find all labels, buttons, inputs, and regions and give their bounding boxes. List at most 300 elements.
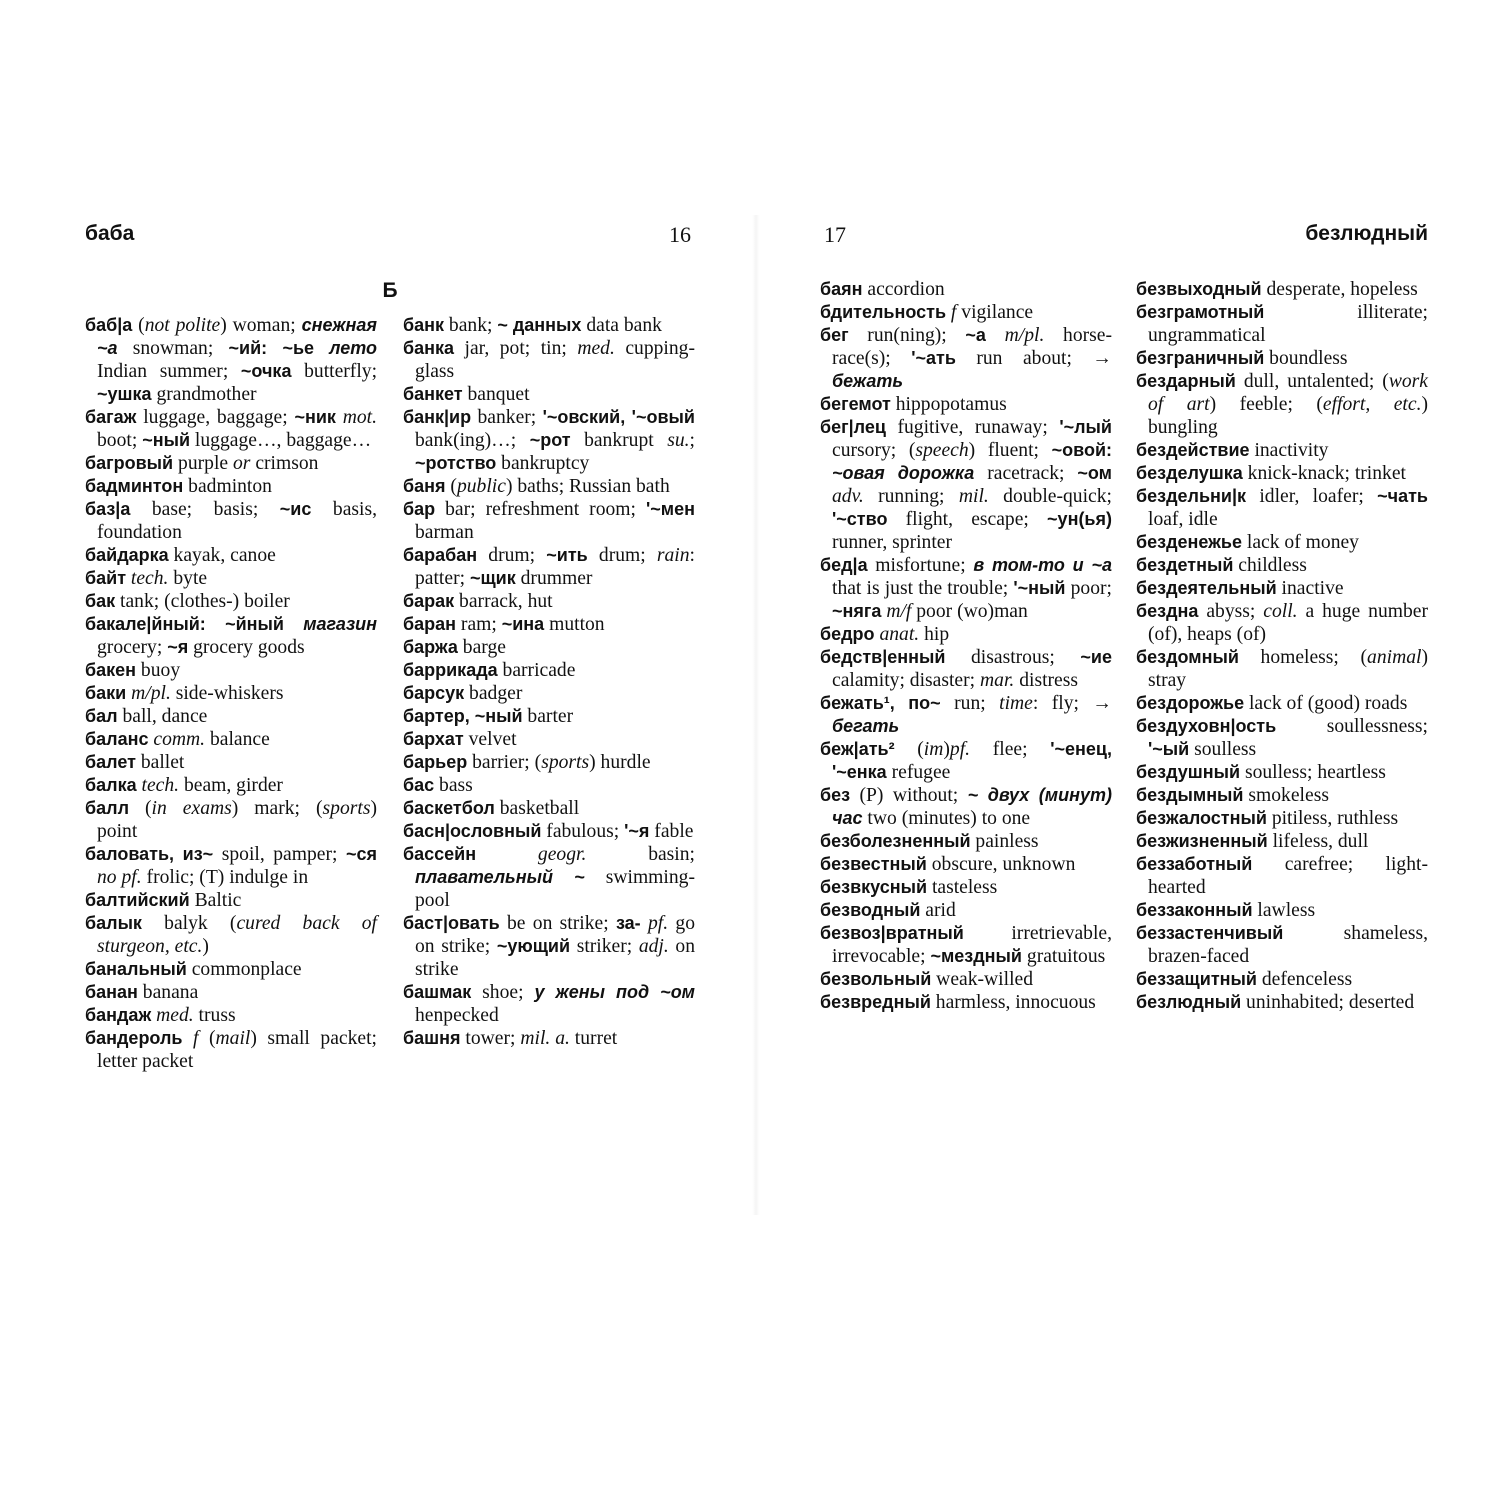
entry-text: tower; [460, 1028, 521, 1049]
dictionary-entry [403, 774, 695, 797]
entry-text: ~ом [1077, 463, 1112, 483]
entry-text: refugee [886, 762, 951, 783]
entry-headword: бакале|йный: ~йный [85, 614, 284, 634]
entry-headword: бежать¹, по~ [820, 693, 941, 713]
entry-text: animal [1367, 647, 1422, 668]
dictionary-entry [1136, 531, 1428, 554]
entry-text: runner, sprinter [832, 532, 953, 553]
entry-headword: бездействие [1136, 440, 1250, 460]
entry-text: irretrievable, irrevocable; [832, 923, 1112, 967]
entry-headword: бас [403, 775, 435, 795]
entry-text: beam, girder [179, 775, 283, 796]
entry-text: ) baths; Russian bath [505, 476, 670, 497]
dictionary-entry [85, 797, 377, 843]
right-page-header [820, 222, 1428, 258]
entry-headword: бедро [820, 624, 875, 644]
entry-text: side-whiskers [170, 683, 284, 704]
entry-headword: баня [403, 476, 446, 496]
entry-headword: бдительность [820, 302, 947, 322]
entry-text: idler, loafer; [1246, 486, 1378, 507]
entry-headword: беззастенчивый [1136, 923, 1284, 943]
entry-text: rain [656, 545, 690, 566]
entry-headword: безвольный [820, 969, 932, 989]
entry-headword: башня [403, 1028, 461, 1048]
entry-text: swimming-pool [415, 867, 695, 911]
entry-text: mail [215, 1028, 251, 1049]
entry-text: ~ротство [415, 453, 497, 473]
entry-headword: бездарный [1136, 371, 1236, 391]
entry-headword: безграничный [1136, 348, 1265, 368]
entry-text: m/pl. [131, 683, 171, 704]
entry-text: gratuitous [1022, 946, 1106, 967]
entry-text: luggage, baggage; [136, 407, 295, 428]
entry-text: accordion [862, 279, 945, 300]
left-page-header [85, 222, 695, 258]
entry-text: that is just the trouble; [832, 578, 1014, 599]
entry-text: grocery goods [188, 637, 305, 658]
entry-text: poor (wo)man [911, 601, 1028, 622]
entry-text [284, 614, 303, 635]
entry-headword: баб|а [85, 315, 133, 335]
dictionary-entry [1136, 968, 1428, 991]
entry-text: homeless; ( [1238, 647, 1368, 668]
entry-headword: безвкусный [820, 877, 928, 897]
right-running-headword: безлюдный [1305, 222, 1428, 245]
entry-text: : patter; [415, 545, 695, 589]
entry-headword: башмак [403, 982, 472, 1002]
entry-text: ~очка [240, 361, 292, 381]
entry-text [182, 1028, 193, 1049]
entry-text: flight, escape; [887, 509, 1048, 530]
entry-text: ballet [135, 752, 185, 773]
entry-text: ~ие [1080, 647, 1112, 667]
entry-text: bank(ing)…; [415, 430, 530, 451]
dictionary-entry [403, 820, 695, 843]
entry-text: work of art [1148, 371, 1428, 415]
entry-text: be on strike; [499, 913, 616, 934]
entry-text: arid [920, 900, 956, 921]
entry-text: velvet [463, 729, 517, 750]
entry-text: spoil, pamper; [213, 844, 346, 865]
dictionary-entry [85, 613, 377, 659]
entry-text: su. [667, 430, 690, 451]
dictionary-entry [820, 784, 1112, 830]
entry-text: ~чать [1377, 486, 1428, 506]
entry-text [336, 407, 343, 428]
dictionary-entry [820, 416, 1112, 554]
entry-text: lack of (good) roads [1244, 693, 1408, 714]
dictionary-entry [1136, 646, 1428, 692]
dictionary-entry [403, 498, 695, 544]
entry-text: basketball [494, 798, 580, 819]
entry-headword: бег|лец [820, 417, 886, 437]
entry-headword: баррикада [403, 660, 498, 680]
dictionary-entry [1136, 577, 1428, 600]
entry-text: sports [322, 798, 371, 819]
entry-text: '~ать [911, 348, 956, 368]
entry-text: childless [1233, 555, 1307, 576]
entry-text: drum; [477, 545, 547, 566]
left-running-headword: баба [85, 222, 135, 245]
entry-headword: беззаконный [1136, 900, 1253, 920]
entry-text: ) hurdle [589, 752, 651, 773]
entry-headword: бак [85, 591, 116, 611]
entry-headword: байдарка [85, 545, 169, 565]
dictionary-entry [1136, 439, 1428, 462]
dictionary-entry [403, 659, 695, 682]
entry-text: double-quick; [988, 486, 1112, 507]
entry-text: racetrack; [974, 463, 1078, 484]
entry-text: striker; [570, 936, 639, 957]
entry-text: loaf, idle [1148, 509, 1218, 530]
entry-text: two (minutes) to one [862, 808, 1031, 829]
entry-headword: безденежье [1136, 532, 1242, 552]
entry-text: ~ина [501, 614, 545, 634]
entry-text: barter [522, 706, 574, 727]
entry-text: lawless [1252, 900, 1316, 921]
entry-text: vigilance [956, 302, 1034, 323]
entry-text: no pf. [97, 867, 142, 888]
entry-text: butterfly; [291, 361, 378, 382]
dictionary-entry [85, 843, 377, 889]
entry-text: '~лый [1059, 417, 1112, 437]
entry-text: hippopotamus [890, 394, 1007, 415]
entry-text: bankrupt [570, 430, 668, 451]
entry-text: turret [569, 1028, 618, 1049]
entry-text: speech [915, 440, 969, 461]
entry-text: mil. [958, 486, 989, 507]
entry-text: ( [132, 315, 145, 336]
entry-text: f [950, 302, 957, 323]
left-page [85, 222, 695, 1073]
entry-text: pitiless, ruthless [1266, 808, 1399, 829]
entry-headword: бездеятельный [1136, 578, 1277, 598]
entry-text [314, 338, 329, 359]
entry-text: bass [434, 775, 473, 796]
entry-text: soulless; heartless [1240, 762, 1386, 783]
entry-text: tank; (clothes-) boiler [115, 591, 290, 612]
entry-text: ) bungling [1148, 394, 1428, 438]
entry-text: coll. [1263, 601, 1298, 622]
dictionary-entry [85, 889, 377, 912]
entry-text: base; basis; [130, 499, 280, 520]
dictionary-entry [1136, 922, 1428, 968]
entry-text: ~ун(ья) [1047, 509, 1112, 529]
entry-text: carefree; light-hearted [1148, 854, 1428, 898]
entry-text: ~мездный [930, 946, 1022, 966]
dictionary-entry [1136, 347, 1428, 370]
entry-text: abyss; [1198, 601, 1264, 622]
entry-text: ) [943, 739, 950, 760]
entry-text: ( [894, 739, 924, 760]
dictionary-entry [820, 922, 1112, 968]
entry-headword: баст|овать [403, 913, 500, 933]
dictionary-entry [820, 876, 1112, 899]
entry-text: ~ушка [97, 384, 152, 404]
entry-headword: бездымный [1136, 785, 1244, 805]
entry-text: weak-willed [931, 969, 1034, 990]
left-columns [85, 314, 695, 1073]
entry-text: (Р) without; [850, 785, 968, 806]
entry-headword: балка [85, 775, 137, 795]
dictionary-entry [403, 843, 695, 912]
entry-text: flee; [970, 739, 1051, 760]
entry-headword: багровый [85, 453, 174, 473]
dictionary-entry [820, 738, 1112, 784]
dictionary-entry [403, 912, 695, 981]
entry-text: effort, etc. [1322, 394, 1422, 415]
dictionary-entry [403, 797, 695, 820]
dictionary-entry [85, 1004, 377, 1027]
entry-text: drummer [515, 568, 593, 589]
entry-headword: бассейн [403, 844, 477, 864]
entry-text: mil. a. [520, 1028, 570, 1049]
entry-text: running; [863, 486, 959, 507]
entry-headword: баланс [85, 729, 149, 749]
entry-text: byte [168, 568, 208, 589]
entry-text: ~щик [469, 568, 516, 588]
dictionary-entry [820, 623, 1112, 646]
entry-text [641, 913, 648, 934]
dictionary-entry [85, 590, 377, 613]
right-columns [820, 278, 1428, 1014]
entry-text: horse-race(s); [832, 325, 1112, 369]
dictionary-entry [85, 567, 377, 590]
entry-text: not polite [144, 315, 221, 336]
entry-text: ( [445, 476, 457, 497]
entry-text: drum; [587, 545, 657, 566]
entry-text [476, 844, 538, 865]
left-column-2 [403, 314, 695, 1073]
entry-text: shameless, brazen-faced [1148, 923, 1428, 967]
entry-text: ~ данных [497, 315, 582, 335]
dictionary-entry [820, 830, 1112, 853]
entry-text: fable [649, 821, 694, 842]
dictionary-entry [403, 705, 695, 728]
left-column-1 [85, 314, 377, 1073]
entry-text: mutton [544, 614, 605, 635]
entry-text: adv. [832, 486, 864, 507]
entry-text: dull, untalented; ( [1235, 371, 1389, 392]
dictionary-entry [403, 314, 695, 337]
entry-text: geogr. [537, 844, 587, 865]
entry-text: misfortune; [867, 555, 974, 576]
dictionary-entry [1136, 715, 1428, 761]
entry-text: m/f [886, 601, 912, 622]
entry-text: ) feeble; ( [1209, 394, 1323, 415]
dictionary-entry [1136, 600, 1428, 646]
entry-text: bank; [444, 315, 498, 336]
entry-text: tasteless [927, 877, 998, 898]
entry-text: banquet [462, 384, 530, 405]
dictionary-entry [1136, 278, 1428, 301]
entry-text: med. [577, 338, 615, 359]
dictionary-entry [85, 751, 377, 774]
entry-headword: бартер, ~ный [403, 706, 523, 726]
entry-headword: безлюдный [1136, 992, 1242, 1012]
entry-text: painless [970, 831, 1039, 852]
dictionary-entry [85, 406, 377, 452]
dictionary-entry [820, 324, 1112, 393]
entry-headword: безделушка [1136, 463, 1243, 483]
entry-headword: безвоз|вратный [820, 923, 964, 943]
page-gutter [752, 215, 760, 1215]
entry-headword: басн|ословный [403, 821, 542, 841]
entry-text: poor; [1065, 578, 1112, 599]
dictionary-entry [85, 498, 377, 544]
entry-headword: банк|ир [403, 407, 472, 427]
entry-text: adj. [638, 936, 669, 957]
entry-text: '~мен [646, 499, 695, 519]
entry-text: soullessness; [1276, 716, 1428, 737]
entry-text: tech. [130, 568, 169, 589]
dictionary-entry [403, 613, 695, 636]
entry-text: ) small packet; letter packet [97, 1028, 377, 1072]
dictionary-entry [1136, 830, 1428, 853]
entry-text: badminton [183, 476, 272, 497]
dictionary-entry [403, 590, 695, 613]
entry-text: lifeless, dull [1267, 831, 1369, 852]
entry-text: banana [137, 982, 199, 1003]
entry-headword: бездетный [1136, 555, 1234, 575]
entry-headword: барьер [403, 752, 468, 772]
entry-headword: бездельни|к [1136, 486, 1246, 506]
entry-text: ~ двух (минут) час [832, 785, 1112, 828]
entry-headword: балл [85, 798, 129, 818]
dictionary-entry [403, 337, 695, 383]
entry-headword: безвыходный [1136, 279, 1262, 299]
entry-text: Baltic [189, 890, 242, 911]
entry-text: cupping-glass [415, 338, 695, 382]
dictionary-entry [1136, 784, 1428, 807]
entry-headword: безжизненный [1136, 831, 1268, 851]
entry-headword: бал [85, 706, 118, 726]
entry-text: desperate, hopeless [1261, 279, 1418, 300]
entry-headword: барабан [403, 545, 478, 565]
entry-headword: барсук [403, 683, 465, 703]
entry-text: basis, foundation [97, 499, 377, 543]
entry-text: снежная ~а [97, 315, 377, 358]
entry-text: barrack, hut [454, 591, 553, 612]
entry-text: ~овая дорожка [832, 463, 975, 483]
entry-text: fugitive, runaway; [885, 417, 1060, 438]
entry-text: '~енец, '~енка [832, 739, 1112, 782]
dictionary-entry [1136, 991, 1428, 1014]
entry-text: ) mark; ( [231, 798, 323, 819]
entry-text: barrier; ( [467, 752, 542, 773]
entry-text: ) stray [1148, 647, 1428, 691]
entry-text: illiterate; ungrammatical [1148, 302, 1428, 346]
dictionary-entry [403, 636, 695, 659]
dictionary-entry [85, 314, 377, 406]
entry-text: time [999, 693, 1033, 714]
entry-text: truss [193, 1005, 236, 1026]
entry-headword: безграмотный [1136, 302, 1265, 322]
entry-text: banker; [471, 407, 543, 428]
left-page-number: 16 [669, 222, 691, 247]
entry-text: buoy [136, 660, 181, 681]
entry-text: ~ный [142, 430, 191, 450]
entry-text: ~ник [294, 407, 336, 427]
entry-headword: бездна [1136, 601, 1199, 621]
entry-text: grocery; [97, 637, 168, 658]
dictionary-entry [403, 475, 695, 498]
entry-headword: безводный [820, 900, 921, 920]
entry-text: mar. [980, 670, 1015, 691]
entry-text: ( [198, 1028, 216, 1049]
dictionary-entry [403, 1027, 695, 1050]
dictionary-entry [1136, 692, 1428, 715]
entry-text: knick-knack; trinket [1242, 463, 1406, 484]
entry-text: у жены под ~ом [534, 982, 695, 1002]
entry-text: ball, dance [117, 706, 208, 727]
entry-headword: балык [85, 913, 142, 933]
entry-text: inactivity [1249, 440, 1329, 461]
entry-headword: безболезненный [820, 831, 971, 851]
entry-text: ~а [965, 325, 986, 345]
entry-text: '~ный [1013, 578, 1066, 598]
entry-headword: банан [85, 982, 138, 1002]
entry-headword: бандероль [85, 1028, 183, 1048]
entry-headword: бездорожье [1136, 693, 1245, 713]
entry-text: public [456, 476, 506, 497]
entry-headword: балет [85, 752, 136, 772]
dictionary-entry [403, 544, 695, 590]
entry-text: barman [415, 522, 474, 543]
entry-text: kayak, canoe [168, 545, 276, 566]
entry-text: jar, pot; tin; [454, 338, 578, 359]
entry-text: bar; refreshment room; [435, 499, 646, 520]
dictionary-entry [403, 682, 695, 705]
dictionary-entry [85, 728, 377, 751]
entry-text: бегать [832, 716, 900, 736]
entry-headword: бадминтон [85, 476, 184, 496]
entry-headword: банка [403, 338, 455, 358]
entry-headword: багаж [85, 407, 137, 427]
dictionary-entry [1136, 462, 1428, 485]
entry-text: '~ство [832, 509, 888, 529]
entry-text: '~овский, '~овый [542, 407, 695, 427]
dictionary-entry [85, 774, 377, 797]
entry-text: badger [464, 683, 523, 704]
entry-text [986, 325, 1005, 346]
entry-text: m/pl. [1004, 325, 1045, 346]
right-column-2 [1136, 278, 1428, 1014]
entry-text: run; [940, 693, 1000, 714]
entry-text: ~овой: [1051, 440, 1112, 460]
entry-headword: безвредный [820, 992, 931, 1012]
entry-text: cured back of sturgeon, etc. [97, 913, 377, 957]
entry-text: за- [615, 913, 641, 933]
dictionary-entry [403, 981, 695, 1027]
entry-text: cursory; ( [832, 440, 916, 461]
entry-text: frolic; (T) indulge in [141, 867, 309, 888]
entry-text: лето [329, 338, 377, 358]
dictionary-entry [85, 912, 377, 958]
entry-headword: бандаж [85, 1005, 152, 1025]
entry-headword: байт [85, 568, 127, 588]
entry-text: run(ning); [848, 325, 966, 346]
dictionary-entry [1136, 761, 1428, 784]
entry-text: luggage…, baggage… [190, 430, 372, 451]
entry-text: disastrous; [945, 647, 1081, 668]
right-page-number: 17 [824, 222, 846, 247]
entry-text: ~ся [345, 844, 377, 864]
dictionary-entry [403, 751, 695, 774]
section-letter: Б [382, 279, 398, 302]
entry-text: ~рот [529, 430, 571, 450]
entry-text: grandmother [151, 384, 257, 405]
